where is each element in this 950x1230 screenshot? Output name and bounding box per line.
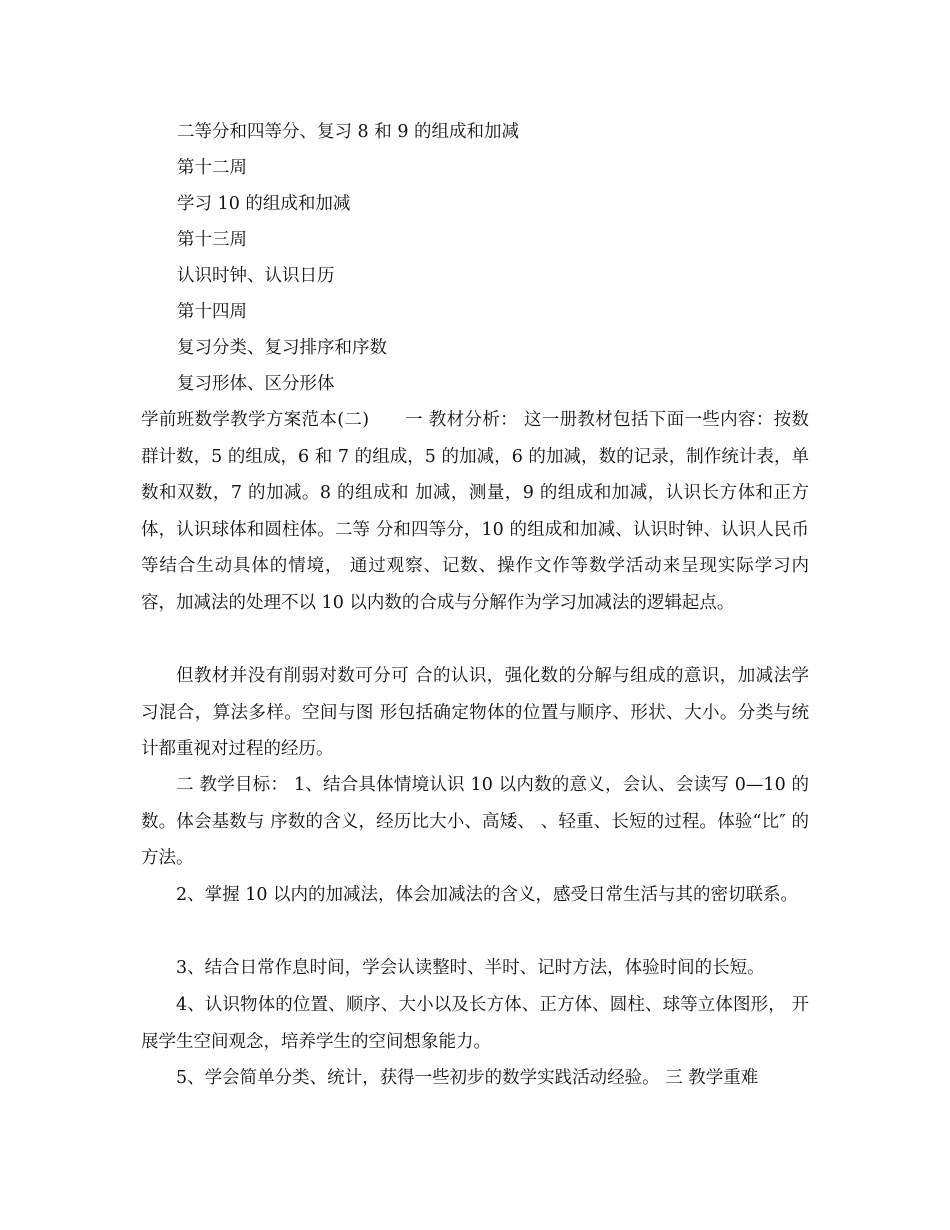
paragraph-text: 但教材并没有削弱对数可分可 合的认识，强化数的分解与组成的意识，加减法学习混合，算法多样。空间与图 形包括确定物体的位置与顺序、形状、大小。分类与统计都重视对过程的经历。 [141, 666, 809, 759]
paragraph-textbook-analysis [141, 402, 809, 621]
paragraph-goal-5 [141, 1060, 809, 1097]
paragraph-text: 二 教学目标： 1、结合具体情境认识 10 以内数的意义，会认、会读写 0—10 的数。体会基数与 序数的含义，经历比大小、高矮、 、轻重、长短的过程。体验“比″ 的方法。 [141, 775, 809, 868]
paragraph-text: 4、认识物体的位置、顺序、大小以及长方体、正方体、圆柱、球等立体图形， 开展学生空间观念，培养学生的空间想象能力。 [141, 995, 809, 1052]
schedule-line: 复习分类、复习排序和序数 [177, 338, 387, 358]
schedule-line: 学习 10 的组成和加减 [177, 194, 351, 214]
schedule-line: 第十二周 [177, 158, 247, 178]
paragraph-goal-2 [141, 877, 809, 914]
schedule-line: 第十四周 [177, 302, 247, 322]
paragraph-goal-4 [141, 987, 809, 1060]
paragraph-text: 2、掌握 10 以内的加减法，体会加减法的含义，感受日常生活与其的密切联系。 [176, 885, 799, 905]
schedule-line: 第十三周 [177, 230, 247, 250]
paragraph-text: 学前班数学教学方案范本(二) 一 教材分析： 这一册教材包括下面一些内容：按数群计数，5 的组成，6 和 7 的组成，5 的加减，6 的加减，数的记录，制作统计表，单数和双数，7 的加减。8 的组成和 加减，测量，9 的组成和加减，认识长方体和正方体，认识球体和圆柱体。二等 分和四等分，10 的组成和加减、认识时钟、认识人民币等结合生动具体的情境， 通过观察、记数、操作文作等数学活动来呈现实际学习内容，加减法的处理不以 10 以内数的合成与分解作为学习加减法的逻辑起点。 [141, 410, 809, 613]
schedule-line: 认识时钟、认识日历 [177, 266, 335, 286]
schedule-line: 二等分和四等分、复习 8 和 9 的组成和加减 [177, 122, 520, 142]
paragraph-goal-3 [141, 950, 809, 987]
paragraph-teaching-goals [141, 767, 809, 877]
paragraph-text: 3、结合日常作息时间，学会认读整时、半时、记时方法，体验时间的长短。 [176, 958, 765, 978]
paragraph-continued-analysis [141, 658, 809, 768]
schedule-line: 复习形体、区分形体 [177, 374, 335, 394]
paragraph-text: 5、学会简单分类、统计，获得一些初步的数学实践活动经验。 三 教学重难 [176, 1068, 759, 1088]
